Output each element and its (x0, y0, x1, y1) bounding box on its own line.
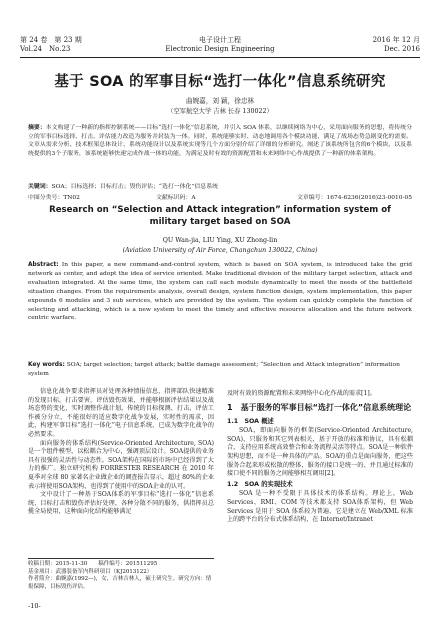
subsection-heading: 1.1 SOA 概述 (227, 417, 274, 425)
document-code: 文献标识码：A (156, 195, 196, 201)
keywords-en (28, 361, 412, 378)
keywords-en-text: SOA; target selection; target attack; battle damage assessment; “Selection and Attack integration” information system (28, 362, 400, 377)
affiliation-cn: （空军航空大学 吉林 长春 130022） (167, 108, 273, 115)
abstract-en (28, 261, 412, 323)
body-paragraph: 及时有效的资源配置和未来网络中心化作战的需求[1]。 (227, 390, 376, 397)
body-right-column (227, 390, 413, 525)
issue-date (373, 36, 420, 54)
paper-title-en: Research on “Selection and Attack integration” information system of military target based on SOA (49, 205, 391, 227)
footnote-author: 作者简介：曲婉嘉(1992—)，女，吉林吉林人，硕士研究生。研究方向：情报保障，目标毁伤评估。 (28, 576, 212, 590)
running-header (20, 36, 420, 58)
body-paragraph: SOA，即面向服务的框架(Service-Oriented Architecture, SOA)，只服务和其它列表相关，基于开放的标准和协议，具有松耦合、支持应用系统高效整合和业务流程灵活等特点。SOA是一种软件架构思想，而不是一种具体的产品。SOA的重点是面向服务，把这些服务合起来形成松散的整体，服务的接口是统一的、并且通过标准的接口使不同的服务之间能够相互调用[2]。 (227, 427, 413, 478)
journal-name (20, 36, 420, 54)
journal-name-en: Electronic Design Engineering (165, 45, 275, 53)
abstract-en-text: In this paper, a new command-and-control system, which is based on SOA system, is introduced take the grid network as center, and adopt the idea of service oriented. Make traditional division of the military target selection, attack and evaluation integrated. At the same time, the system can call each module dynamically to meet the needs of the battlefield situation changes. From the requirements analysis, overall design, system function design, system implementation, this paper expounds 6 modules and 3 sub services, which are provided by the system. The system can quickly complete the function of selecting and attacking, which is a new system to meet the timely and effective resource allocation and the future network centric warfare. (28, 262, 413, 322)
article-number: 文章编号：1674-6236(2016)23-0010-05 (297, 195, 412, 201)
header-divider (20, 57, 420, 58)
footnote-received: 收稿日期：2015-11-30 稿件编号：201511295 (28, 561, 158, 567)
issue-date-cn: 2016 年 12 月 (372, 36, 420, 44)
keywords-cn (28, 183, 412, 191)
authors-en: QU Wan-jia, LIU Ying, XU Zhong-lin (162, 237, 278, 244)
keywords-cn-label: 关键词： (28, 184, 52, 190)
body-paragraph: 信息化战争要求指挥员对处理各种情报信息，指挥部队快速精准的发现目标，打击要害，评估毁伤效果，并能够根据评估结果以及战场态势的变化，实时调整作战计划。传统的目标探测、打击、评估工作被分分立，不能很好的适应数字化战争发展，实时性的需求，因此，构建军事目标“选打一体化”电子信息系统，已成为数字化战争的必然要求。 (28, 388, 214, 438)
abstract-cn (28, 124, 412, 158)
body-left-column (28, 388, 214, 517)
footnotes (28, 561, 214, 591)
volume-cn: 第 24 卷 第 23 期 (20, 36, 82, 44)
issue-date-en: Dec. 2016 (384, 45, 420, 53)
classification-line (28, 192, 412, 201)
volume-en: Vol.24 No.23 (20, 45, 71, 53)
subsection-heading: 1.2 SOA 的实现技术 (227, 480, 293, 488)
clc-number: 中图分类号：TN02 (28, 195, 80, 201)
keywords-cn-text: SOA；目标选择；目标打击；毁伤评估；“选打一体化”信息系统 (51, 184, 218, 190)
abstract-cn-text: 本文构建了一种新的指挥控制系统——目标“选打一体化”信息系统，并引入 SOA 体系，以继续网络为中心，采用面向服务的思想，将传统分立的军事目标选择、打击、评估能力改造为服务并封装为一体。同时，系统能够实时、动态地调用各个模块功能，满足了战场态势急剧变化的需要。文章从需求分析、技术框架总体设计、系统功能设计以及系统实现等几个方面分别介绍了详细的分析研究。阐述了该系统所包含的6个模块，以及系统提供的3个子服务，该系统能够快速完成作战一体的功能，为满足及时有效的资源配置和未来网络中心作战提供了一种新的体系架构。 (28, 125, 413, 157)
abstract-cn-label: 摘要： (28, 125, 46, 131)
page-number: -10- (28, 602, 41, 610)
authors-cn: 曲婉嘉，刘 颖，徐忠林 (185, 97, 255, 105)
body-paragraph: 面向服务的体系结构(Service-Oriented Architecture, SOA)是一个组件模型，以松耦合为中心，强调顶层设计。SOA提供的业务具有很强的灵活性与动态性。SOA架构在国际的市场中已经得到了大力的推广。独立研究机构 FORRESTER RESEARCH 在 2010 年夏季对全球 80 家著名企业做企业的调查报告显示，超过 80%的企业表示将使用SOA架构，也得到了使用中的SOA企业的认可。 (28, 439, 214, 490)
abstract-en-label: Abstract: (28, 262, 59, 268)
paper-title-cn: 基于 SOA 的军事目标“选打一体化”信息系统研究 (54, 74, 386, 90)
body-paragraph: 文中设计了一种基于SOA体系的军事目标“选打一体化”信息系统，目标打击和毁伤评估好处理，各种分散不同的服务，供指挥员总揽全局使用，这种面向化结构能够满足 (28, 491, 214, 516)
footnote-divider (28, 558, 214, 559)
footnote-fund: 基金项目：武器装备军内科研项目（KJ2013122） (28, 568, 153, 575)
body-paragraph: SOA 是一种不受限于具体技术的体系结构。理论上，Web Services、RMI、COM 等技术都支持 SOA体系架构，但 Web Services 是用于 SOA 体系较为普遍、它是建立在 Web/XML 标准上的跨平台的分布式体系结构，在 Internet/Intranet (227, 490, 413, 524)
keywords-en-label: Key words: (28, 362, 65, 368)
section-heading: 1 基于服务的军事目标“选打一体化”信息系统理论 (227, 402, 412, 412)
journal-name-cn: 电子设计工程 (199, 36, 241, 44)
affiliation-en: (Aviation University of Air Force, Changchun 130022, China) (122, 247, 318, 254)
